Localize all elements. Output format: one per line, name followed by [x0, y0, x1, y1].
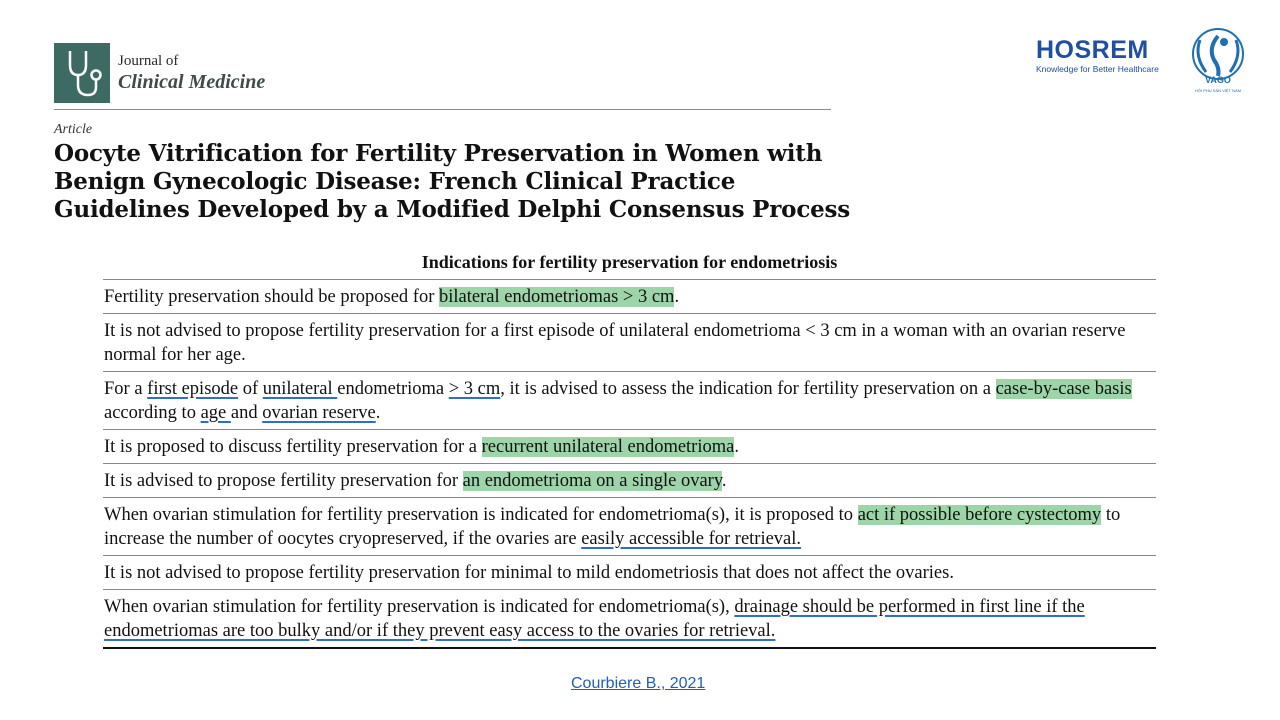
row-text: . — [375, 403, 381, 423]
hosrem-wordmark: HOSREM — [1036, 36, 1149, 64]
row-text: , it is advised to assess the indication for fertility preservation on a — [500, 379, 996, 399]
highlighted-text: recurrent unilateral endometrioma — [481, 437, 735, 457]
journal-name — [118, 52, 265, 94]
highlighted-text: an endometrioma on a single ovary — [462, 471, 722, 491]
table-row — [103, 555, 1156, 589]
row-text: It is proposed to discuss fertility preservation for a — [104, 437, 482, 457]
journal-name-line1: Journal of — [118, 53, 179, 69]
hosrem-logo — [1036, 36, 1166, 74]
citation-link[interactable]: Courbiere B., 2021 — [571, 675, 706, 692]
row-text: Fertility preservation should be proposed for — [104, 287, 439, 307]
journal-name-line2: Clinical Medicine — [118, 71, 266, 93]
table-row — [103, 463, 1156, 497]
row-text: according to — [104, 403, 201, 423]
underlined-text: easily accessible for retrieval. — [581, 529, 802, 549]
row-text: For a — [104, 379, 148, 399]
underlined-text: first episode — [147, 379, 239, 399]
row-text: It is advised to propose fertility preservation for — [104, 471, 463, 491]
row-text: . — [674, 287, 680, 307]
stethoscope-icon — [54, 43, 110, 103]
table-caption: Indications for fertility preservation for endometriosis — [421, 252, 838, 272]
article-type-label: Article — [54, 122, 93, 137]
vago-wordmark: VAGO — [1205, 75, 1231, 85]
row-text: endometrioma — [337, 379, 449, 399]
highlighted-text: act if possible before cystectomy — [857, 505, 1102, 525]
table-row — [103, 429, 1156, 463]
hosrem-tagline: Knowledge for Better Healthcare — [1036, 64, 1159, 74]
row-text: When ovarian stimulation for fertility preservation is indicated for endometrioma(s), — [104, 597, 735, 617]
vago-emblem-icon — [1184, 26, 1252, 88]
row-text: When ovarian stimulation for fertility preservation is indicated for endometrioma(s), it is proposed to — [104, 505, 858, 525]
table-row — [103, 313, 1156, 371]
row-text: to increase the number of oocytes cryopreserved, if the ovaries are — [104, 505, 1121, 549]
row-text: and — [230, 403, 263, 423]
table-row — [103, 371, 1156, 429]
header-divider — [54, 109, 831, 110]
table-row — [103, 589, 1156, 647]
row-text: . — [734, 437, 739, 457]
guidelines-table — [103, 279, 1156, 649]
highlighted-text: bilateral endometriomas > 3 cm — [439, 287, 675, 307]
row-text: of — [238, 379, 263, 399]
journal-logo — [54, 43, 110, 103]
underlined-text: > 3 cm — [448, 379, 501, 399]
underlined-text: drainage should be performed in first line if the endometriomas are too bulky and/or if they prevent easy access to the ovaries for retrieval. — [104, 597, 1085, 641]
row-text: It is not advised to propose fertility preservation for a first episode of unilateral endometrioma < 3 cm in a woman with an ovarian reserve normal for her age. — [104, 321, 1126, 365]
highlighted-text: case-by-case basis — [995, 379, 1132, 399]
article-title: Oocyte Vitrification for Fertility Preservation in Women with Benign Gynecologic Disease: French Clinical Practice Guidelines Developed by a Modified Delphi Consensus Process — [54, 140, 851, 223]
underlined-text: unilateral — [262, 379, 338, 399]
row-text: It is not advised to propose fertility preservation for minimal to mild endometriosis that does not affect the ovaries. — [104, 563, 954, 583]
underlined-text: ovarian reserve — [262, 403, 376, 423]
row-text: . — [721, 471, 727, 491]
table-row — [103, 497, 1156, 555]
vago-logo — [1184, 26, 1252, 96]
underlined-text: age — [200, 403, 231, 423]
table-row — [103, 280, 1156, 313]
vago-subtitle: HỘI PHỤ SẢN VIỆT NAM — [1195, 88, 1241, 93]
